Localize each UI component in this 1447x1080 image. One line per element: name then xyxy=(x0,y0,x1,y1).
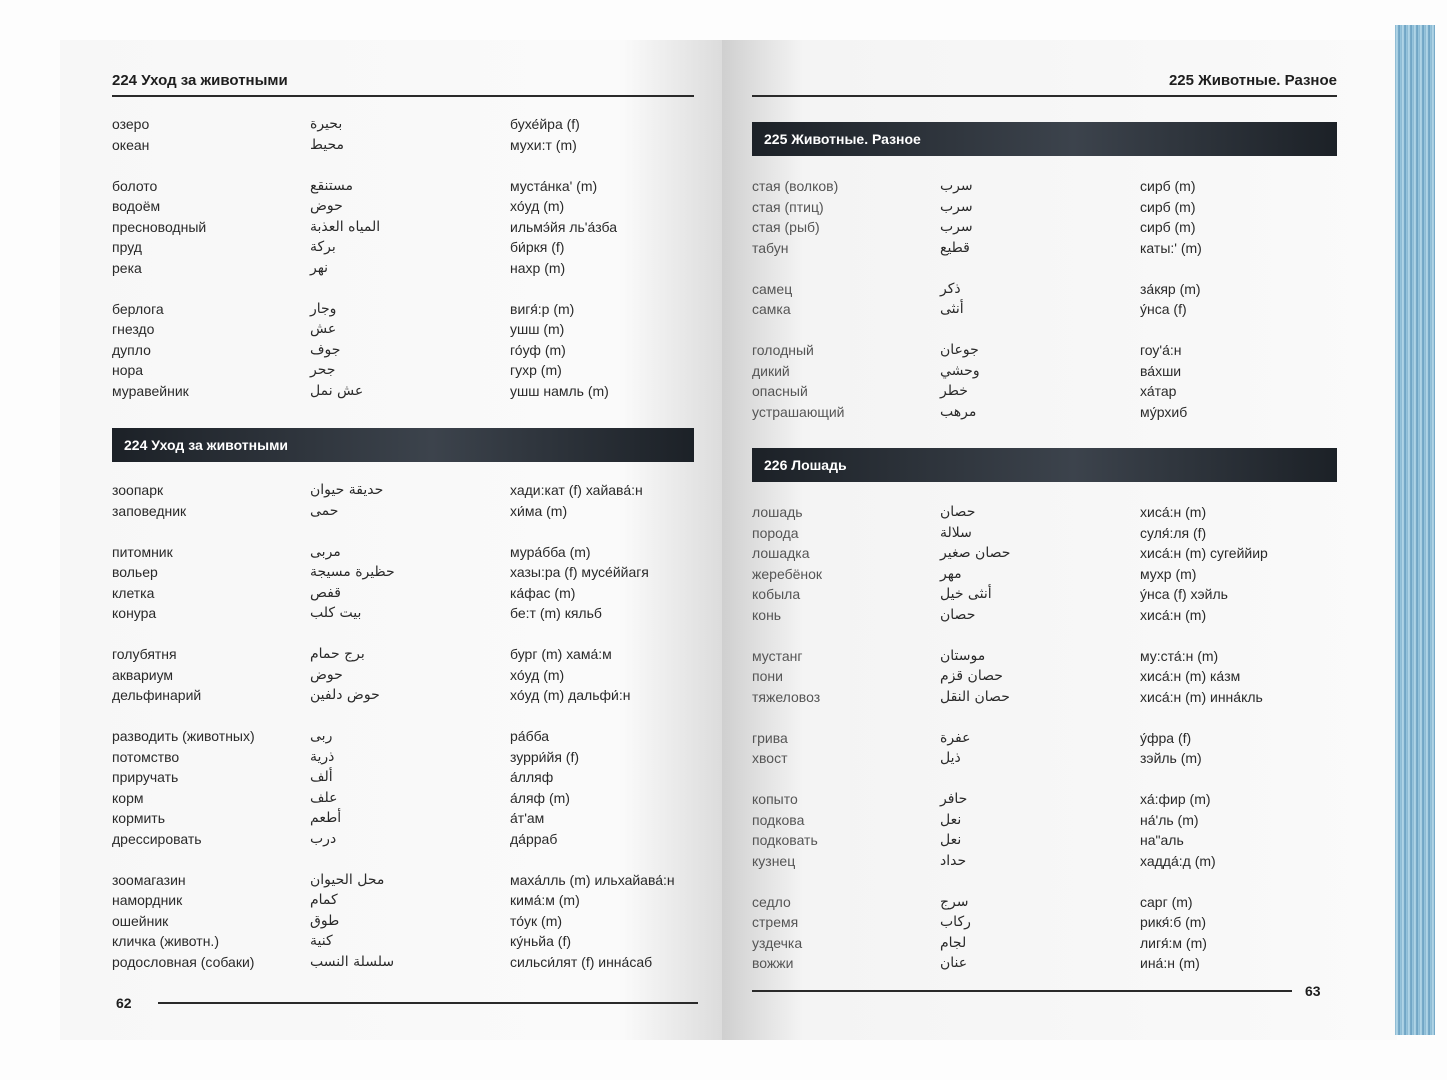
section-title-bar: 226 Лошадь xyxy=(752,448,1337,482)
arabic-word: نعل xyxy=(940,811,962,828)
russian-word: хвост xyxy=(752,750,788,766)
arabic-word: عنان xyxy=(940,955,968,971)
transliteration: сарг (m) xyxy=(1140,893,1193,910)
russian-word: мустанг xyxy=(752,647,803,664)
left-page-number: 62 xyxy=(116,995,132,1011)
arabic-word: حوض xyxy=(310,198,343,214)
arabic-word: قفص xyxy=(310,584,341,601)
russian-word: болото xyxy=(112,177,158,194)
transliteration: ильмэ́йя ль'а́зба xyxy=(510,218,618,235)
transliteration: ку́ньйа (f) xyxy=(510,933,572,949)
transliteration: ина́:н (m) xyxy=(1140,955,1200,971)
russian-word: самка xyxy=(752,301,791,317)
arabic-word: طوق xyxy=(310,912,340,929)
left-section-224 xyxy=(112,428,694,970)
russian-word: лошадь xyxy=(752,504,803,520)
arabic-word: سلالة xyxy=(940,524,972,541)
russian-word: намордник xyxy=(112,892,183,908)
arabic-word: كمام xyxy=(310,892,338,908)
russian-word: гнездо xyxy=(112,321,155,337)
transliteration: му́рхиб xyxy=(1140,403,1188,420)
arabic-word: عش xyxy=(310,321,337,337)
left-foot-rule xyxy=(158,1002,698,1004)
russian-word: лошадка xyxy=(752,545,810,561)
transliteration: мухр (m) xyxy=(1140,565,1197,582)
transliteration: рикя́:б (m) xyxy=(1140,914,1207,930)
left-running-head: 224 Уход за животными xyxy=(112,72,288,89)
russian-word: голодный xyxy=(752,342,814,358)
transliteration: гухр (m) xyxy=(510,362,562,378)
transliteration: то́ук (m) xyxy=(510,912,563,929)
left-page xyxy=(60,40,722,1040)
transliteration: маха́лль (m) ильхайава́:н xyxy=(510,871,675,888)
russian-word: седло xyxy=(752,893,791,910)
arabic-word: حصان xyxy=(940,606,976,623)
arabic-word: حوض دلفين xyxy=(310,687,380,703)
russian-word: питомник xyxy=(112,543,173,560)
transliteration: му:ста́:н (m) xyxy=(1140,647,1219,664)
transliteration: хиса́:н (m) инна́кль xyxy=(1140,688,1263,705)
transliteration: у́нса (f) xyxy=(1140,301,1187,317)
arabic-word: خطر xyxy=(940,383,968,399)
arabic-word: سرب xyxy=(940,219,973,235)
arabic-word: برج حمام xyxy=(310,646,365,662)
russian-word: жеребёнок xyxy=(752,565,823,582)
russian-word: подковать xyxy=(752,832,818,848)
russian-word: кузнец xyxy=(752,852,796,869)
russian-word: водоём xyxy=(112,198,161,214)
transliteration: хиса́:н (m) сугеййир xyxy=(1140,545,1268,561)
transliteration: да́рраб xyxy=(510,830,558,847)
arabic-word: أنثى xyxy=(940,301,964,317)
russian-word: ошейник xyxy=(112,912,169,929)
russian-word: вольер xyxy=(112,564,158,580)
russian-word: самец xyxy=(752,280,793,297)
transliteration: гоу'а́:н xyxy=(1140,342,1182,358)
transliteration: ка́фас (m) xyxy=(510,584,576,601)
russian-word: кличка (животн.) xyxy=(112,933,219,949)
russian-word: дупло xyxy=(112,341,151,358)
russian-word: стая (волков) xyxy=(752,178,839,194)
transliteration: сильси́лят (f) инна́саб xyxy=(510,953,653,970)
right-section-225 xyxy=(752,122,1337,420)
arabic-word: ذرية xyxy=(310,748,335,765)
transliteration: ха́:фир (m) xyxy=(1140,791,1211,807)
russian-word: голубятня xyxy=(112,646,177,662)
transliteration: ва́хши xyxy=(1140,362,1182,379)
transliteration: а́лляф xyxy=(510,769,554,785)
arabic-word: بركة xyxy=(310,239,336,255)
right-page xyxy=(722,40,1397,1040)
russian-word: зоопарк xyxy=(112,482,164,498)
russian-word: дрессировать xyxy=(112,830,202,847)
arabic-word: جوعان xyxy=(940,342,979,358)
russian-word: устрашающий xyxy=(752,403,845,420)
russian-word: муравейник xyxy=(112,382,189,399)
transliteration: лигя́:м (m) xyxy=(1140,934,1207,951)
russian-word: река xyxy=(112,259,142,276)
transliteration: кима́:м (m) xyxy=(510,892,580,908)
arabic-word: حظيرة مسيجة xyxy=(310,564,395,580)
transliteration: би́ркя (f) xyxy=(510,239,565,255)
russian-word: пони xyxy=(752,668,783,684)
russian-word: нора xyxy=(112,362,144,378)
transliteration: на"аль xyxy=(1140,832,1184,848)
transliteration: мура́бба (m) xyxy=(510,543,591,560)
russian-word: озеро xyxy=(112,116,150,132)
arabic-word: أطعم xyxy=(310,810,342,826)
arabic-word: حصان xyxy=(940,504,976,520)
russian-word: конь xyxy=(752,606,782,623)
arabic-word: سرب xyxy=(940,178,973,194)
transliteration: сирб (m) xyxy=(1140,219,1196,235)
arabic-word: لجام xyxy=(940,934,967,951)
arabic-word: محل الحيوان xyxy=(310,871,385,888)
arabic-word: ألف xyxy=(310,769,333,785)
arabic-word: علف xyxy=(310,789,338,806)
transliteration: у́фра (f) xyxy=(1140,729,1192,746)
russian-word: пресноводный xyxy=(112,218,207,235)
russian-word: подкова xyxy=(752,811,805,828)
arabic-word: حمى xyxy=(310,502,339,519)
arabic-word: سلسلة النسب xyxy=(310,953,395,970)
russian-word: конура xyxy=(112,605,157,621)
arabic-word: مهر xyxy=(940,565,962,582)
arabic-word: ذكر xyxy=(940,280,961,297)
arabic-word: حافر xyxy=(940,791,968,807)
transliteration: го́уф (m) xyxy=(510,341,566,358)
transliteration: муста́нка' (m) xyxy=(510,177,598,194)
arabic-word: درب xyxy=(310,830,337,847)
arabic-word: كنية xyxy=(310,933,333,949)
transliteration: зэйль (m) xyxy=(1140,750,1202,766)
russian-word: стая (птиц) xyxy=(752,198,824,215)
transliteration: бе:т (m) кяльб xyxy=(510,605,602,621)
transliteration: хиса́:н (m) xyxy=(1140,606,1207,623)
russian-word: уздечка xyxy=(752,934,803,951)
russian-word: аквариум xyxy=(112,666,174,683)
russian-word: пруд xyxy=(112,239,142,255)
russian-word: дикий xyxy=(752,362,790,379)
transliteration: хади:кат (f) хайава́:н xyxy=(510,482,643,498)
arabic-word: جوف xyxy=(310,341,341,358)
russian-word: зоомагазин xyxy=(112,871,186,888)
transliteration: нахр (m) xyxy=(510,259,566,276)
section-title-bar: 225 Животные. Разное xyxy=(752,122,1337,156)
russian-word: копыто xyxy=(752,791,798,807)
arabic-word: حداد xyxy=(940,852,967,869)
transliteration: у́нса (f) хэйль xyxy=(1140,586,1228,602)
transliteration: хо́уд (m) дальфи́:н xyxy=(510,687,631,703)
transliteration: бург (m) хама́:м xyxy=(510,646,612,662)
arabic-word: ربى xyxy=(310,728,333,744)
arabic-word: ذيل xyxy=(940,750,961,766)
arabic-word: نهر xyxy=(310,259,329,276)
arabic-word: بيت كلب xyxy=(310,605,362,621)
russian-word: опасный xyxy=(752,383,808,399)
russian-word: разводить (животных) xyxy=(112,728,255,744)
arabic-word: عفرة xyxy=(940,729,971,746)
arabic-word: قطيع xyxy=(940,239,970,256)
russian-word: кормить xyxy=(112,810,166,826)
arabic-word: محيط xyxy=(310,136,345,153)
transliteration: бухе́йра (f) xyxy=(510,116,580,132)
arabic-word: وجار xyxy=(310,300,337,317)
transliteration: мухи:т (m) xyxy=(510,136,577,153)
russian-word: океан xyxy=(112,136,150,153)
arabic-word: سرب xyxy=(940,198,973,215)
arabic-word: حديقة حيوان xyxy=(310,482,384,498)
transliteration: ушш намль (m) xyxy=(510,382,609,399)
transliteration: хи́ма (m) xyxy=(510,502,568,519)
arabic-word: حصان قزم xyxy=(940,668,1003,684)
russian-word: грива xyxy=(752,729,788,746)
right-page-number: 63 xyxy=(1305,983,1321,999)
transliteration: за́кяр (m) xyxy=(1140,280,1201,297)
russian-word: дельфинарий xyxy=(112,687,202,703)
russian-word: приручать xyxy=(112,769,179,785)
arabic-word: حصان النقل xyxy=(940,688,1010,705)
section-title-bar: 224 Уход за животными xyxy=(112,428,694,462)
transliteration: ра́бба xyxy=(510,728,550,744)
russian-word: стремя xyxy=(752,914,799,930)
transliteration: хо́уд (m) xyxy=(510,198,565,214)
arabic-word: بحيرة xyxy=(310,116,343,132)
arabic-word: عش نمل xyxy=(310,382,364,399)
transliteration: хиса́:н (m) ка́зм xyxy=(1140,668,1241,684)
arabic-word: ركاب xyxy=(940,914,971,930)
transliteration: на́'ль (m) xyxy=(1140,811,1199,828)
arabic-word: جحر xyxy=(310,362,336,378)
arabic-word: حوض xyxy=(310,666,343,683)
arabic-word: حصان صغير xyxy=(940,545,1011,561)
russian-word: вожжи xyxy=(752,955,794,971)
russian-word: родословная (собаки) xyxy=(112,953,255,970)
russian-word: тяжеловоз xyxy=(752,688,821,705)
transliteration: зурри́йя (f) xyxy=(510,748,580,765)
russian-word: порода xyxy=(752,524,799,541)
arabic-word: موستان xyxy=(940,647,986,664)
arabic-word: مرهب xyxy=(940,403,977,420)
russian-word: корм xyxy=(112,789,144,806)
arabic-word: المياه العذبة xyxy=(310,218,381,235)
arabic-word: مستنقع xyxy=(310,177,353,194)
arabic-word: وحشي xyxy=(940,362,980,379)
page-edges xyxy=(1395,25,1435,1035)
russian-word: потомство xyxy=(112,748,180,765)
transliteration: суля́:ля (f) xyxy=(1140,524,1207,541)
right-head-rule xyxy=(752,95,1337,97)
arabic-word: سرج xyxy=(940,893,969,910)
transliteration: хиса́:н (m) xyxy=(1140,504,1207,520)
transliteration: хазы:ра (f) мусе́ййагя xyxy=(510,564,649,580)
arabic-word: نعل xyxy=(940,832,962,848)
right-running-head: 225 Животные. Разное xyxy=(1168,72,1337,89)
transliteration: хо́уд (m) xyxy=(510,666,565,683)
arabic-word: مربى xyxy=(310,543,341,560)
right-section-226 xyxy=(752,448,1337,971)
transliteration: вигя́:р (m) xyxy=(510,300,575,317)
transliteration: ха́тар xyxy=(1140,383,1177,399)
transliteration: сирб (m) xyxy=(1140,198,1196,215)
russian-word: заповедник xyxy=(112,502,187,519)
left-head-rule xyxy=(112,95,694,97)
russian-word: стая (рыб) xyxy=(752,219,820,235)
russian-word: кобыла xyxy=(752,586,801,602)
transliteration: хадда́:д (m) xyxy=(1140,852,1216,869)
russian-word: клетка xyxy=(112,584,155,601)
transliteration: ушш (m) xyxy=(510,321,565,337)
transliteration: каты:' (m) xyxy=(1140,239,1202,256)
transliteration: сирб (m) xyxy=(1140,178,1196,194)
right-foot-rule xyxy=(752,990,1292,992)
transliteration: а́т'ам xyxy=(510,810,545,826)
transliteration: а́ляф (m) xyxy=(510,789,570,806)
russian-word: табун xyxy=(752,239,789,256)
russian-word: берлога xyxy=(112,300,164,317)
arabic-word: أنثى خيل xyxy=(940,586,992,602)
